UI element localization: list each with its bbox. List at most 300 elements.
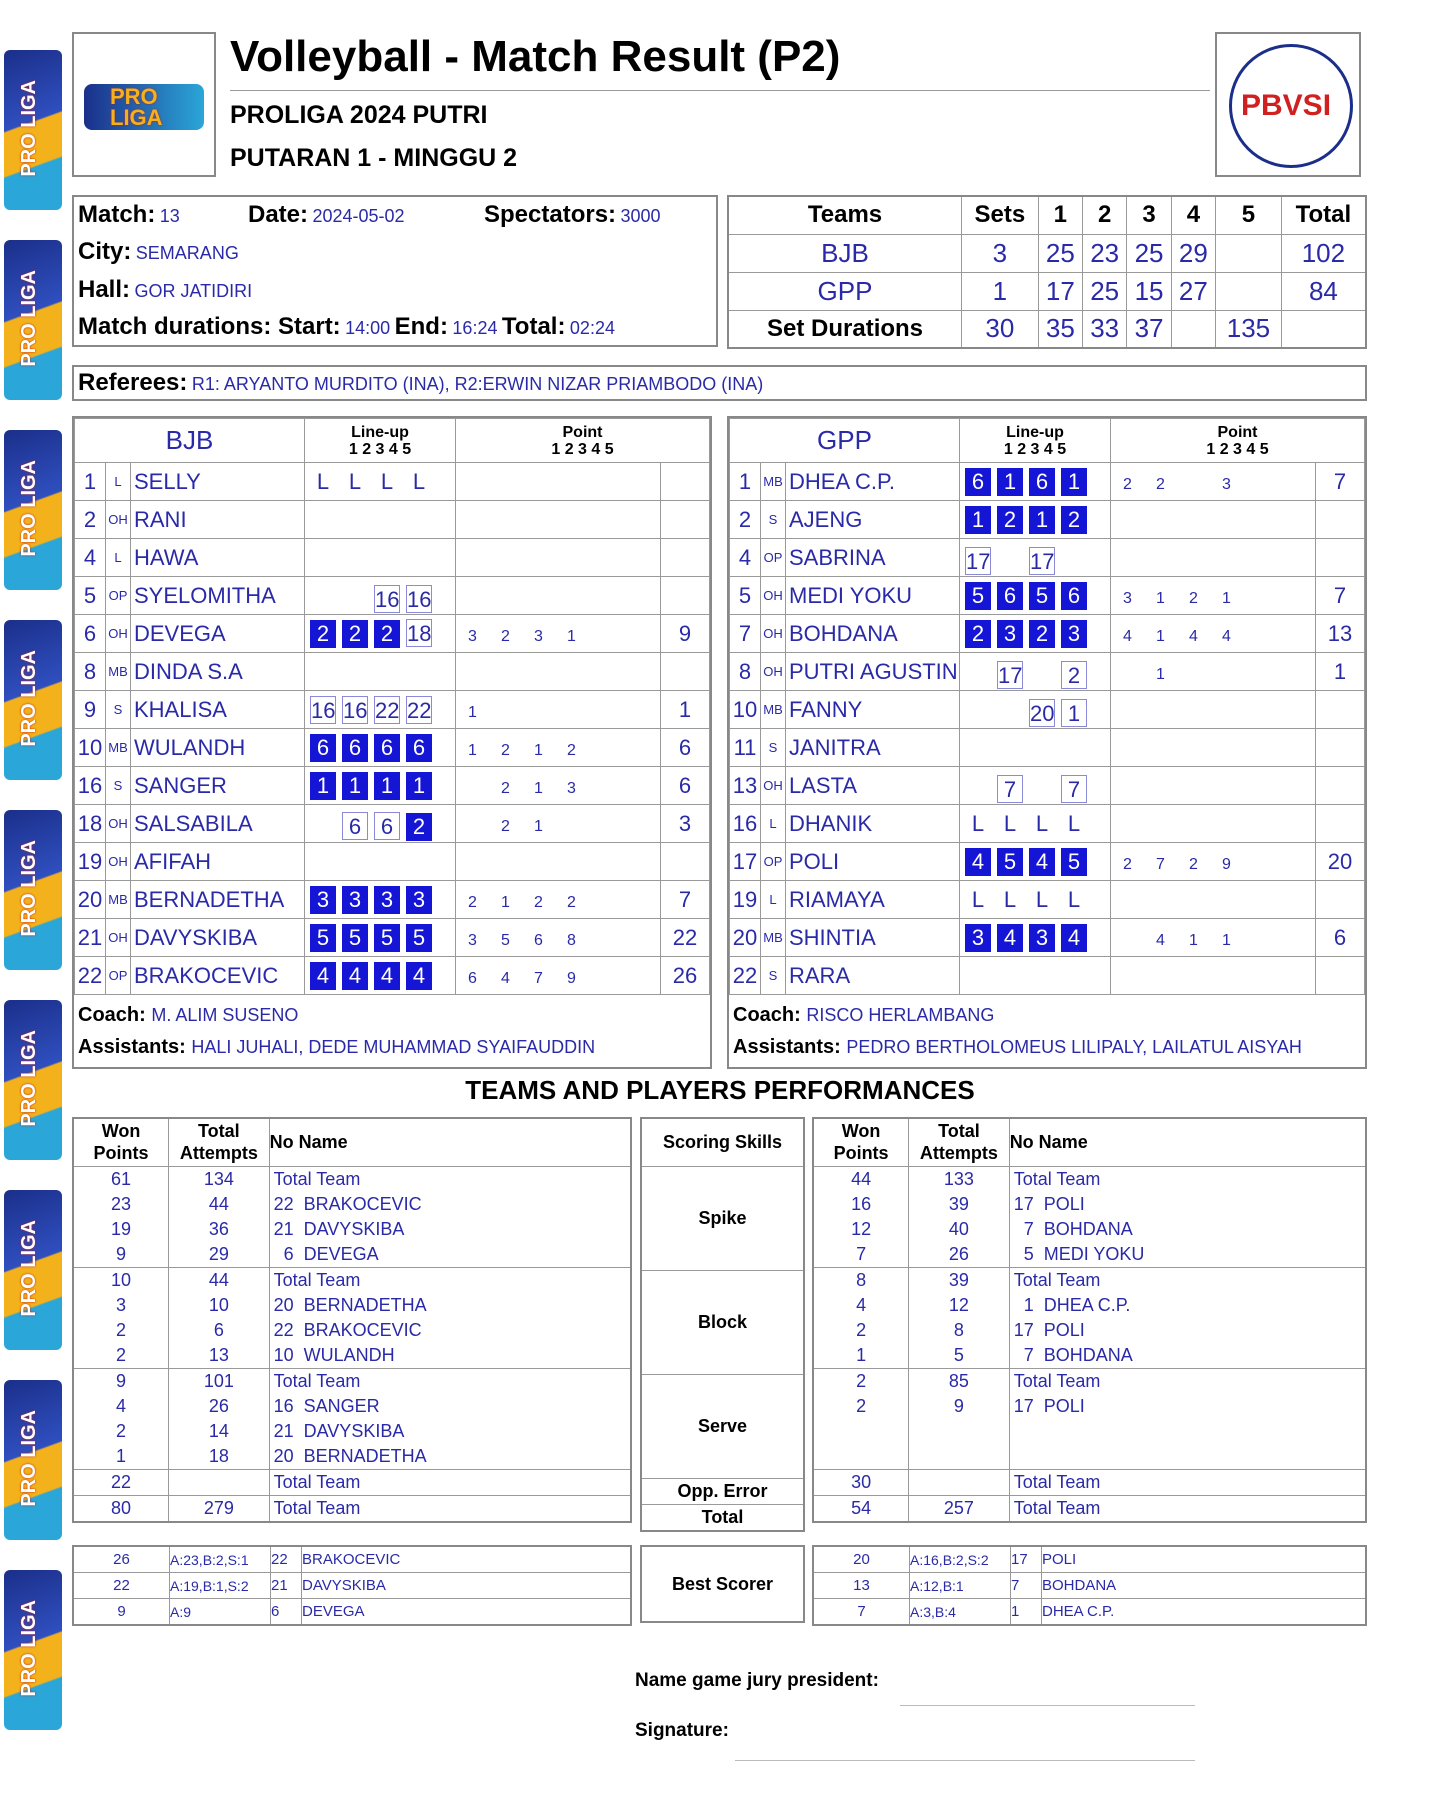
score-header-cell: 4 [1171, 196, 1215, 234]
player-position: MB [106, 729, 131, 767]
performance-header: No Name [269, 1118, 631, 1166]
player-position: MB [761, 691, 786, 729]
roster-left [72, 416, 712, 1069]
player-points [456, 615, 661, 653]
score-cell: GPP [728, 272, 962, 310]
player-name [1009, 1419, 1366, 1444]
player-position: OP [761, 843, 786, 881]
player-lineup [960, 501, 1111, 539]
player-points [456, 577, 661, 615]
set-point: 3 [468, 627, 477, 645]
best-points: 20 [813, 1546, 910, 1573]
performance-row [813, 1495, 1366, 1522]
player-total-points: 7 [661, 881, 710, 919]
player-row [75, 805, 710, 843]
set-point: 4 [1156, 931, 1165, 949]
player-name: SYELOMITHA [131, 577, 305, 615]
lineup-position: 4 [997, 924, 1023, 952]
scoring-skill: Opp. Error [641, 1478, 804, 1504]
player-position: S [761, 957, 786, 995]
lineup-position: 3 [1061, 620, 1087, 648]
player-lineup [960, 919, 1111, 957]
lineup-position: 3 [310, 886, 336, 914]
player-row [75, 615, 710, 653]
total-attempts: 12 [909, 1293, 1010, 1318]
score-header-cell: 2 [1083, 196, 1127, 234]
assistants-names: HALI JUHALI, DEDE MUHAMMAD SYAIFAUDDIN [191, 1037, 596, 1057]
set-point: 2 [1189, 855, 1198, 873]
lineup-position [310, 806, 336, 834]
performance-row [73, 1419, 631, 1444]
player-points [456, 501, 661, 539]
player-name: 20 BERNADETHA [269, 1444, 631, 1470]
player-name: 16 SANGER [269, 1394, 631, 1419]
lineup-position: 3 [406, 886, 432, 914]
player-lineup [305, 843, 456, 881]
player-position: MB [761, 919, 786, 957]
player-lineup [305, 691, 456, 729]
performance-row [73, 1394, 631, 1419]
set-point: 2 [534, 893, 543, 911]
player-row [75, 501, 710, 539]
player-row [730, 767, 1365, 805]
player-position: OH [106, 843, 131, 881]
lineup-position: 5 [965, 582, 991, 610]
won-points: 9 [73, 1242, 169, 1268]
score-cell: 27 [1171, 272, 1215, 310]
set-duration-cell: 30 [962, 310, 1039, 348]
set-point: 9 [567, 969, 576, 987]
lineup-position: 2 [310, 620, 336, 648]
performance-row [73, 1368, 631, 1394]
total-attempts: 44 [169, 1192, 270, 1217]
lineup-position: 5 [310, 924, 336, 952]
set-point: 2 [501, 817, 510, 835]
score-cell: 23 [1083, 234, 1127, 272]
player-lineup [305, 805, 456, 843]
player-name: 21 DAVYSKIBA [269, 1217, 631, 1242]
player-number: 16 [730, 805, 761, 843]
lineup-position [310, 579, 336, 607]
proliga-logo: PRO LIGA [4, 1380, 62, 1540]
player-position: L [106, 539, 131, 577]
total-attempts: 10 [169, 1293, 270, 1318]
player-name: WULANDH [131, 729, 305, 767]
lineup-position: L [1067, 886, 1081, 912]
lineup-position: 1 [1061, 699, 1087, 727]
player-number: 13 [730, 767, 761, 805]
total-attempts: 279 [169, 1495, 270, 1522]
score-cell: 15 [1127, 272, 1171, 310]
player-name: 20 BERNADETHA [269, 1293, 631, 1318]
player-position: OP [106, 577, 131, 615]
lineup-position: 7 [997, 775, 1023, 803]
player-name: SABRINA [786, 539, 960, 577]
set-point: 3 [1222, 475, 1231, 493]
score-cell: 84 [1281, 272, 1366, 310]
player-total-points [661, 577, 710, 615]
player-row [730, 957, 1365, 995]
player-position: OH [761, 653, 786, 691]
performance-row [813, 1217, 1366, 1242]
score-header-cell: Sets [962, 196, 1039, 234]
signature-line [735, 1760, 1195, 1761]
lineup-position [1029, 655, 1055, 683]
player-number: 4 [730, 539, 761, 577]
performance-row [813, 1419, 1366, 1444]
jury-line [900, 1705, 1195, 1706]
player-name: Total Team [269, 1495, 631, 1522]
total-attempts: 36 [169, 1217, 270, 1242]
player-points [456, 881, 661, 919]
won-points: 7 [813, 1242, 909, 1268]
lineup-position: L [1067, 810, 1081, 836]
total-attempts: 6 [169, 1318, 270, 1343]
lineup-position: 1 [965, 506, 991, 534]
total-attempts: 8 [909, 1318, 1010, 1343]
player-number: 10 [730, 691, 761, 729]
lineup-position [997, 541, 1023, 569]
set-duration-cell: 33 [1083, 310, 1127, 348]
lineup-position: L [971, 810, 985, 836]
player-lineup [305, 653, 456, 691]
player-position: OH [761, 577, 786, 615]
set-point: 2 [468, 893, 477, 911]
performance-row [813, 1343, 1366, 1369]
player-row [730, 653, 1365, 691]
player-lineup [960, 729, 1111, 767]
best-points: 26 [73, 1546, 170, 1573]
player-position: L [761, 805, 786, 843]
player-position: L [106, 463, 131, 501]
player-number: 16 [75, 767, 106, 805]
set-point: 2 [567, 893, 576, 911]
assistants-label: Assistants: [733, 1036, 841, 1058]
player-name: Total Team [1009, 1368, 1366, 1394]
best-breakdown: A:16,B:2,S:2 [910, 1546, 1011, 1573]
scoring-skill: Block [641, 1270, 804, 1374]
player-points [456, 539, 661, 577]
player-position: MB [761, 463, 786, 501]
player-lineup [305, 539, 456, 577]
performance-header: Won Points [73, 1118, 169, 1166]
proliga-logo: PRO LIGA [4, 50, 62, 210]
set-point: 5 [501, 931, 510, 949]
player-points [456, 957, 661, 995]
score-cell [1216, 234, 1282, 272]
best-breakdown: A:23,B:2,S:1 [170, 1546, 271, 1573]
round-name: PUTARAN 1 - MINGGU 2 [230, 144, 518, 172]
scoring-skill: Total [641, 1504, 804, 1531]
player-name: 7 BOHDANA [1009, 1217, 1366, 1242]
set-duration-cell: 37 [1127, 310, 1171, 348]
scoring-skill: Spike [641, 1166, 804, 1270]
performance-row [73, 1293, 631, 1318]
lineup-position [342, 579, 368, 607]
total-attempts: 9 [909, 1394, 1010, 1419]
performance-row [73, 1267, 631, 1293]
performance-header: No Name [1009, 1118, 1366, 1166]
score-cell: 25 [1038, 234, 1082, 272]
performance-left [72, 1117, 632, 1523]
lineup-position: 4 [374, 962, 400, 990]
player-points [456, 767, 661, 805]
player-points [1111, 805, 1316, 843]
best-number: 21 [271, 1573, 302, 1599]
won-points: 22 [73, 1469, 169, 1495]
set-point: 3 [567, 779, 576, 797]
total-attempts: 257 [909, 1495, 1010, 1522]
set-point: 3 [468, 931, 477, 949]
player-name: 17 POLI [1009, 1394, 1366, 1419]
score-header-cell: 3 [1127, 196, 1171, 234]
player-number: 18 [75, 805, 106, 843]
set-point: 1 [534, 779, 543, 797]
league-logo: PRO LIGA [72, 32, 216, 177]
player-lineup [305, 919, 456, 957]
proliga-logo: PRO LIGA [4, 430, 62, 590]
player-lineup [960, 767, 1111, 805]
set-point: 1 [567, 627, 576, 645]
player-name: POLI [786, 843, 960, 881]
player-total-points [1316, 805, 1365, 843]
player-number: 10 [75, 729, 106, 767]
player-number: 22 [730, 957, 761, 995]
lineup-position [965, 693, 991, 721]
player-total-points [661, 463, 710, 501]
best-number: 1 [1011, 1599, 1042, 1626]
set-point: 4 [501, 969, 510, 987]
won-points: 2 [813, 1368, 909, 1394]
player-position: L [761, 881, 786, 919]
lineup-position [1061, 541, 1087, 569]
coach-name: M. ALIM SUSENO [151, 1005, 299, 1025]
player-total-points [1316, 539, 1365, 577]
player-row [75, 577, 710, 615]
set-point: 2 [501, 741, 510, 759]
player-name: SELLY [131, 463, 305, 501]
performance-row [73, 1192, 631, 1217]
player-position: OP [761, 539, 786, 577]
won-points: 2 [813, 1318, 909, 1343]
player-row [75, 539, 710, 577]
lineup-position: 6 [310, 734, 336, 762]
player-number: 21 [75, 919, 106, 957]
lineup-position: 22 [407, 697, 432, 723]
player-number: 2 [730, 501, 761, 539]
player-total-points [661, 653, 710, 691]
set-point: 1 [534, 741, 543, 759]
player-lineup [305, 729, 456, 767]
best-breakdown: A:3,B:4 [910, 1599, 1011, 1626]
lineup-position: 18 [407, 621, 432, 646]
player-name: KHALISA [131, 691, 305, 729]
set-point: 2 [567, 741, 576, 759]
score-header-cell: Teams [728, 196, 962, 234]
player-total-points: 20 [1316, 843, 1365, 881]
lineup-position: 4 [965, 848, 991, 876]
performance-row [73, 1444, 631, 1470]
player-position: OH [106, 615, 131, 653]
proliga-logo: PRO LIGA [4, 620, 62, 780]
lineup-header: Line-up 1 2 3 4 5 [960, 419, 1111, 463]
player-lineup [960, 463, 1111, 501]
won-points: 4 [813, 1293, 909, 1318]
player-number: 19 [730, 881, 761, 919]
assistants-names: PEDRO BERTHOLOMEUS LILIPALY, LAILATUL AISYAH [846, 1037, 1302, 1057]
player-total-points: 26 [661, 957, 710, 995]
player-number: 2 [75, 501, 106, 539]
best-name: DEVEGA [302, 1599, 632, 1626]
won-points [813, 1444, 909, 1470]
best-points: 22 [73, 1573, 170, 1599]
lineup-position: 2 [1061, 506, 1087, 534]
player-points [1111, 843, 1316, 881]
player-row [730, 843, 1365, 881]
player-lineup [305, 463, 456, 501]
player-points [1111, 729, 1316, 767]
lineup-position: 4 [310, 962, 336, 990]
best-scorer-row [73, 1599, 631, 1626]
set-durations-label: Set Durations [728, 310, 962, 348]
performance-row [73, 1318, 631, 1343]
best-scorer-row [73, 1573, 631, 1599]
performance-row [813, 1166, 1366, 1192]
set-point: 7 [1156, 855, 1165, 873]
player-row [730, 805, 1365, 843]
player-row [730, 729, 1365, 767]
player-points [1111, 767, 1316, 805]
total-attempts: 26 [169, 1394, 270, 1419]
lineup-position: 17 [966, 548, 991, 574]
player-lineup [305, 767, 456, 805]
player-name: PUTRI AGUSTIN [786, 653, 960, 691]
lineup-position: 16 [311, 697, 336, 723]
performance-row [813, 1242, 1366, 1268]
lineup-position: 6 [1061, 582, 1087, 610]
score-cell: 1 [962, 272, 1039, 310]
lineup-position: L [412, 468, 426, 494]
lineup-position: 17 [1030, 548, 1055, 574]
won-points: 80 [73, 1495, 169, 1522]
set-duration-cell: 35 [1038, 310, 1082, 348]
player-lineup [960, 653, 1111, 691]
set-point: 3 [1123, 589, 1132, 607]
player-row [75, 691, 710, 729]
total-attempts [909, 1419, 1010, 1444]
set-point: 1 [1156, 589, 1165, 607]
player-row [75, 919, 710, 957]
player-number: 8 [75, 653, 106, 691]
best-scorer-row [813, 1573, 1366, 1599]
player-points [1111, 577, 1316, 615]
player-number: 9 [75, 691, 106, 729]
total-attempts [169, 1469, 270, 1495]
player-name: Total Team [1009, 1166, 1366, 1192]
set-point: 6 [534, 931, 543, 949]
best-scorer-row [73, 1546, 631, 1573]
total-attempts: 44 [169, 1267, 270, 1293]
player-name: 1 DHEA C.P. [1009, 1293, 1366, 1318]
player-points [456, 691, 661, 729]
set-point: 1 [501, 893, 510, 911]
player-name: 22 BRAKOCEVIC [269, 1192, 631, 1217]
set-point: 1 [468, 703, 477, 721]
player-lineup [960, 539, 1111, 577]
total-attempts: 85 [909, 1368, 1010, 1394]
best-name: DAVYSKIBA [302, 1573, 632, 1599]
total-attempts: 40 [909, 1217, 1010, 1242]
lineup-position: 17 [998, 662, 1023, 688]
score-cell [1216, 272, 1282, 310]
player-name: SALSABILA [131, 805, 305, 843]
proliga-logo: PRO LIGA [4, 1570, 62, 1730]
player-row [730, 691, 1365, 729]
performance-row [73, 1242, 631, 1268]
won-points: 30 [813, 1469, 909, 1495]
signature-label: Signature: [635, 1720, 729, 1741]
player-position: S [106, 691, 131, 729]
player-total-points: 6 [661, 767, 710, 805]
performance-row [73, 1469, 631, 1495]
player-points [1111, 615, 1316, 653]
performance-skills [640, 1117, 805, 1532]
player-total-points: 6 [661, 729, 710, 767]
lineup-position: 3 [342, 886, 368, 914]
lineup-position: 1 [342, 772, 368, 800]
performance-right [812, 1117, 1367, 1523]
coach-label: Coach: [78, 1004, 146, 1026]
set-point: 4 [1123, 627, 1132, 645]
player-lineup [305, 957, 456, 995]
performance-row [813, 1293, 1366, 1318]
player-position: MB [106, 653, 131, 691]
best-number: 6 [271, 1599, 302, 1626]
player-number: 4 [75, 539, 106, 577]
lineup-position: 4 [1061, 924, 1087, 952]
jury-label: Name game jury president: [635, 1670, 879, 1691]
player-points [456, 919, 661, 957]
player-name: AJENG [786, 501, 960, 539]
won-points: 8 [813, 1267, 909, 1293]
player-name: DEVEGA [131, 615, 305, 653]
player-number: 7 [730, 615, 761, 653]
set-point: 1 [1189, 931, 1198, 949]
player-number: 17 [730, 843, 761, 881]
set-point: 2 [501, 779, 510, 797]
player-name: Total Team [269, 1267, 631, 1293]
player-number: 1 [730, 463, 761, 501]
player-points [456, 463, 661, 501]
player-points [1111, 539, 1316, 577]
total-attempts: 18 [169, 1444, 270, 1470]
lineup-position: 2 [374, 620, 400, 648]
set-point: 9 [1222, 855, 1231, 873]
won-points: 16 [813, 1192, 909, 1217]
player-lineup [960, 691, 1111, 729]
player-points [1111, 691, 1316, 729]
player-points [456, 805, 661, 843]
performance-row [813, 1267, 1366, 1293]
set-point: 7 [534, 969, 543, 987]
lineup-position: 5 [342, 924, 368, 952]
set-point: 3 [534, 627, 543, 645]
point-header: Point 1 2 3 4 5 [1111, 419, 1365, 463]
best-scorer-left [72, 1545, 632, 1626]
score-cell: BJB [728, 234, 962, 272]
player-name: LASTA [786, 767, 960, 805]
total-attempts: 133 [909, 1166, 1010, 1192]
